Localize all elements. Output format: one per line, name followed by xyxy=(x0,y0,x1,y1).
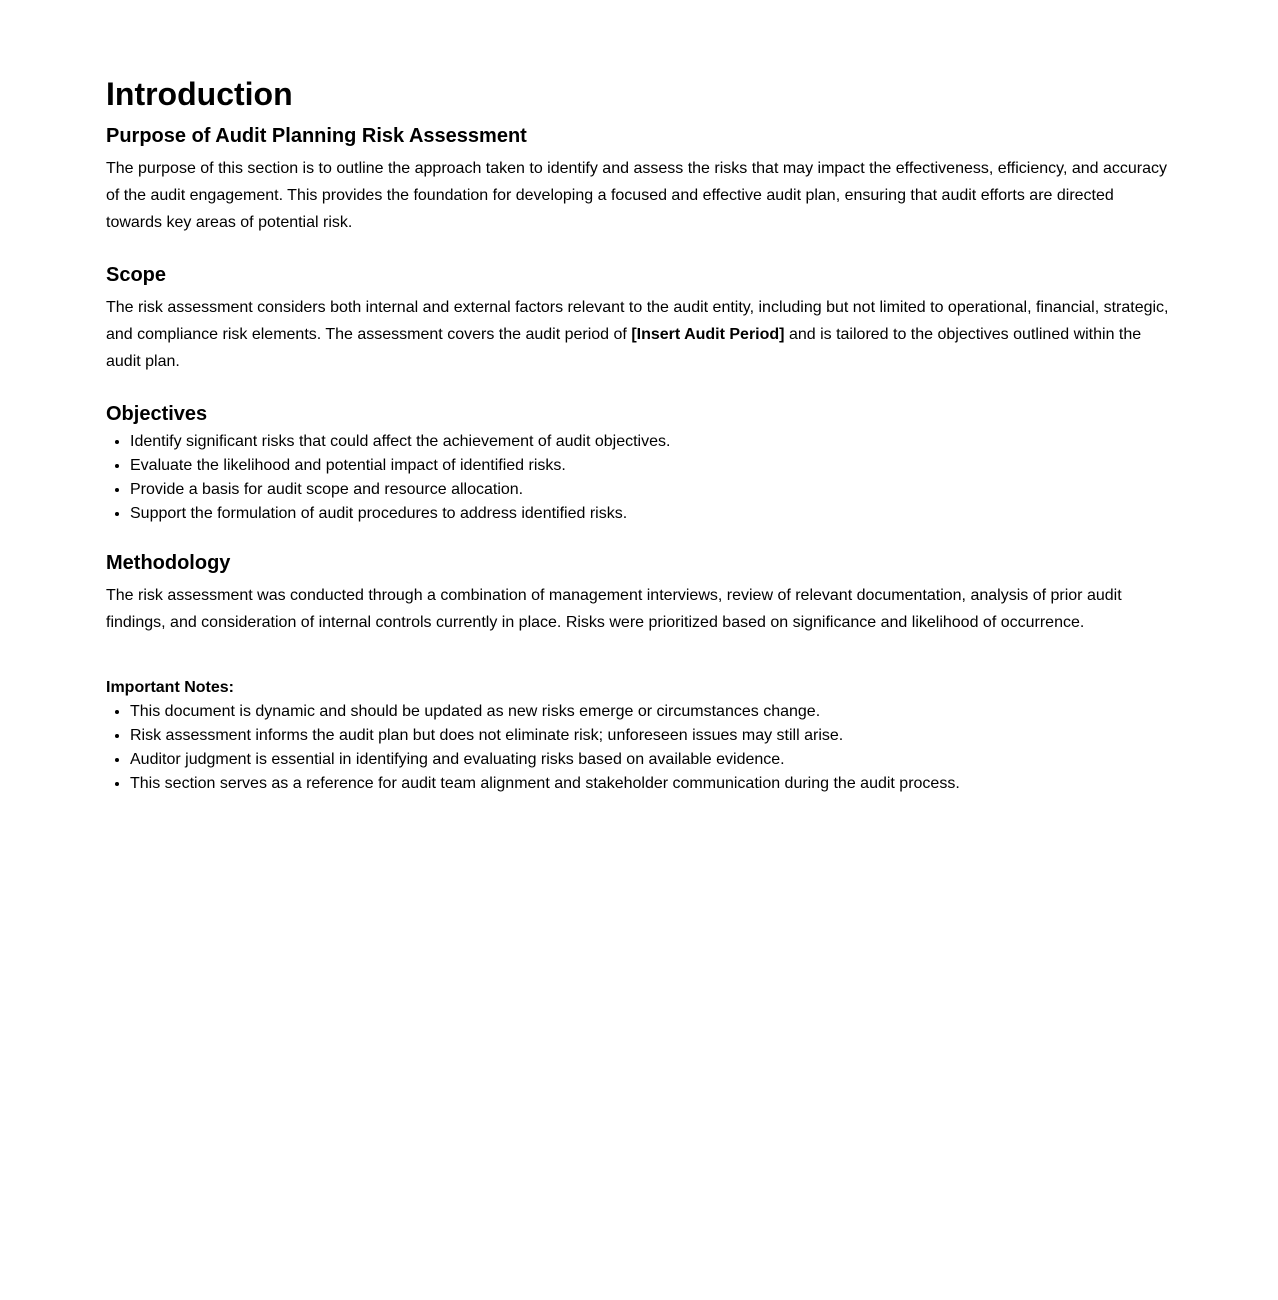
audit-period-placeholder: [Insert Audit Period] xyxy=(631,326,785,343)
page-title: Introduction xyxy=(106,76,293,112)
objectives-list xyxy=(106,430,1172,526)
scope-heading: Scope xyxy=(106,264,167,286)
list-item: • Auditor judgment is essential in identifying and evaluating risks based on available evidence. xyxy=(130,748,1172,772)
purpose-heading: Purpose of Audit Planning Risk Assessment xyxy=(106,125,527,147)
list-item: • This section serves as a reference for audit team alignment and stakeholder communication during the audit process. xyxy=(130,772,1172,796)
important-notes-heading: Important Notes: xyxy=(106,679,234,696)
list-item: • Support the formulation of audit procedures to address identified risks. xyxy=(130,502,1172,526)
important-notes-list xyxy=(106,700,1172,796)
list-item: • Evaluate the likelihood and potential impact of identified risks. xyxy=(130,454,1172,478)
scope-text-before: The risk assessment considers both internal and external factors relevant to the audit entity, including but not limited to operational, financial, strategic, and compliance risk elements. The assessment covers the audit period of xyxy=(106,299,1169,343)
purpose-paragraph: The purpose of this section is to outline the approach taken to identify and assess the risks that may impact the effectiveness, efficiency, and accuracy of the audit engagement. This provides the foundation for developing a focused and effective audit plan, ensuring that audit efforts are directed towards key areas of potential risk. xyxy=(106,160,1168,231)
scope-text-after: and is tailored to the objectives outlined within the audit plan. xyxy=(106,326,1142,370)
methodology-heading: Methodology xyxy=(106,552,231,574)
scope-paragraph xyxy=(106,294,1172,375)
objectives-heading: Objectives xyxy=(106,403,208,425)
list-item: • Provide a basis for audit scope and resource allocation. xyxy=(130,478,1172,502)
list-item: • This document is dynamic and should be updated as new risks emerge or circumstances change. xyxy=(130,700,1172,724)
list-item: • Identify significant risks that could affect the achievement of audit objectives. xyxy=(130,430,1172,454)
list-item: • Risk assessment informs the audit plan but does not eliminate risk; unforeseen issues may still arise. xyxy=(130,724,1172,748)
methodology-paragraph: The risk assessment was conducted through a combination of management interviews, review of relevant documentation, analysis of prior audit findings, and consideration of internal controls currently in place. Risks were prioritized based on significance and likelihood of occurrence. xyxy=(106,587,1122,631)
